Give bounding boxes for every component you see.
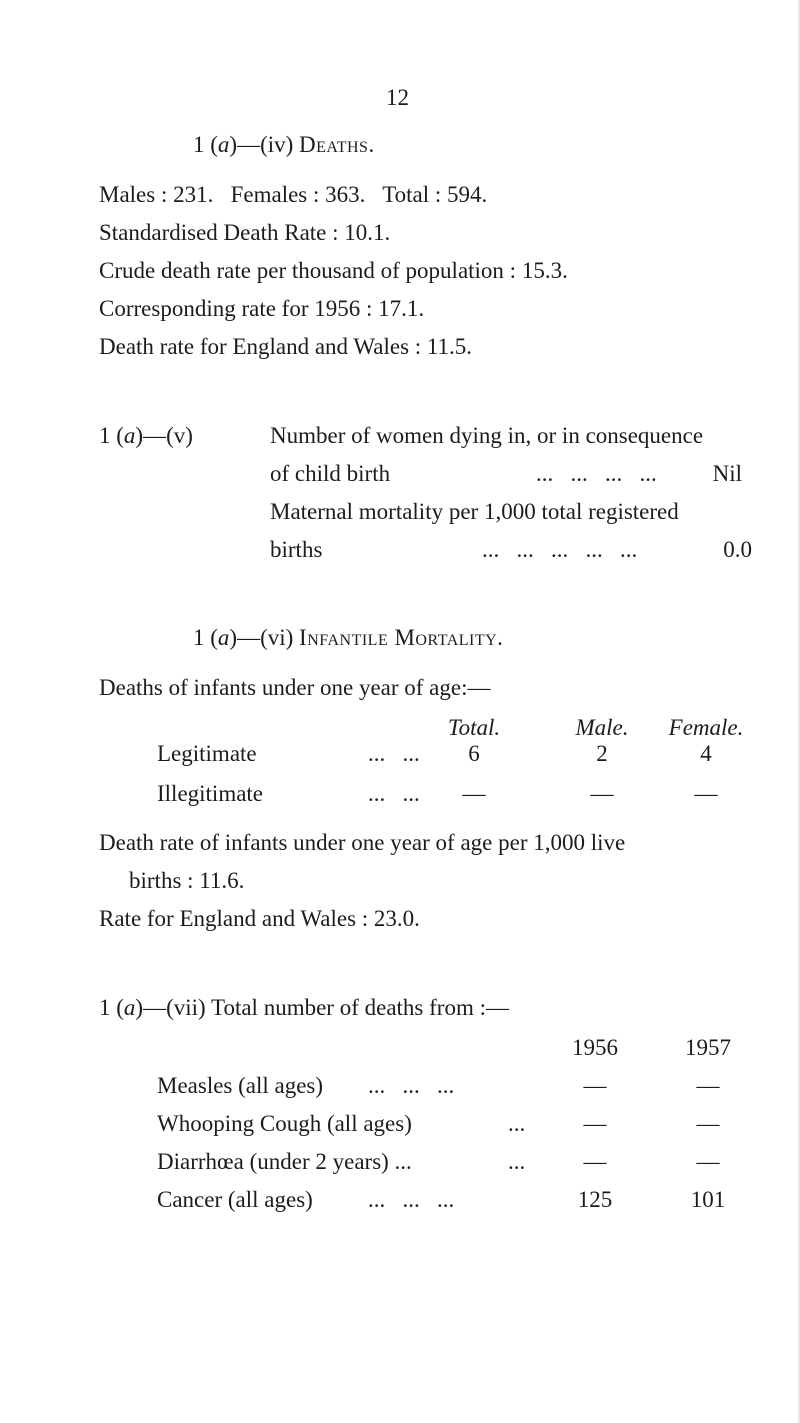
maternal-heading: 1 (a)—(v)	[99, 423, 193, 448]
col-header-total: Total.	[447, 715, 501, 740]
infant-death-rate-line-2: births : 11.6.	[129, 868, 245, 893]
deaths-heading: 1 (a)—(iv) Deaths.	[193, 132, 375, 157]
leader-dots: ... ...	[368, 741, 420, 766]
col-header-1956: 1956	[572, 1035, 618, 1060]
leader-dots: ... ... ... ... ...	[482, 537, 638, 562]
row-label: Cancer (all ages)	[157, 1187, 313, 1212]
cell-1957: —	[696, 1073, 720, 1098]
corresponding-rate-1956: Corresponding rate for 1956 : 17.1.	[99, 296, 425, 321]
cell-1956: 125	[577, 1187, 613, 1212]
infantile-heading: 1 (a)—(vi) Infantile Mortality.	[193, 625, 504, 650]
cell-total: 6	[468, 741, 480, 766]
row-label: Diarrhœa (under 2 years) ...	[157, 1149, 412, 1174]
row-label: Whooping Cough (all ages)	[157, 1111, 412, 1136]
leader-dots: ... ...	[368, 781, 420, 806]
standardised-death-rate: Standardised Death Rate : 10.1.	[99, 220, 391, 245]
crude-death-rate: Crude death rate per thousand of population : 15.3.	[99, 258, 568, 283]
cell-female: 4	[700, 741, 712, 766]
cell-1956: —	[583, 1149, 607, 1174]
maternal-births-label: births	[270, 537, 323, 562]
page-number: 12	[386, 85, 409, 110]
cell-1957: 101	[690, 1187, 726, 1212]
cell-female: —	[694, 781, 718, 806]
leader-dots: ...	[508, 1111, 526, 1136]
england-wales-infant-rate: Rate for England and Wales : 23.0.	[99, 906, 420, 931]
cell-1957: —	[696, 1149, 720, 1174]
cell-1956: —	[583, 1111, 607, 1136]
col-header-male: Male.	[575, 715, 629, 740]
col-header-1957: 1957	[685, 1035, 731, 1060]
leader-dots: ... ... ...	[368, 1073, 455, 1098]
leader-dots: ... ... ... ...	[536, 461, 657, 486]
maternal-child-birth-label: of child birth	[270, 461, 391, 486]
row-label: Illegitimate	[157, 781, 264, 806]
row-label: Measles (all ages)	[157, 1073, 324, 1098]
england-wales-death-rate: Death rate for England and Wales : 11.5.	[99, 334, 473, 359]
leader-dots: ...	[508, 1149, 526, 1174]
row-label: Legitimate	[157, 741, 257, 766]
leader-dots: ... ... ...	[368, 1187, 455, 1212]
cell-total: —	[462, 781, 486, 806]
maternal-line-3: Maternal mortality per 1,000 total registered	[270, 499, 679, 524]
cell-male: 2	[596, 741, 608, 766]
cell-1957: —	[696, 1111, 720, 1136]
cell-1956: —	[583, 1073, 607, 1098]
causes-heading: 1 (a)—(vii) Total number of deaths from :—	[99, 995, 509, 1020]
maternal-mortality-value: 0.0	[723, 537, 752, 562]
infantile-intro: Deaths of infants under one year of age:—	[99, 675, 491, 700]
col-header-female: Female.	[668, 715, 744, 740]
infant-death-rate-line-1: Death rate of infants under one year of age per 1,000 live	[99, 830, 626, 855]
deaths-totals: Males : 231. Females : 363. Total : 594.	[99, 182, 488, 207]
cell-male: —	[590, 781, 614, 806]
maternal-line-1: Number of women dying in, or in consequence	[270, 423, 704, 448]
maternal-deaths-value: Nil	[712, 461, 742, 486]
